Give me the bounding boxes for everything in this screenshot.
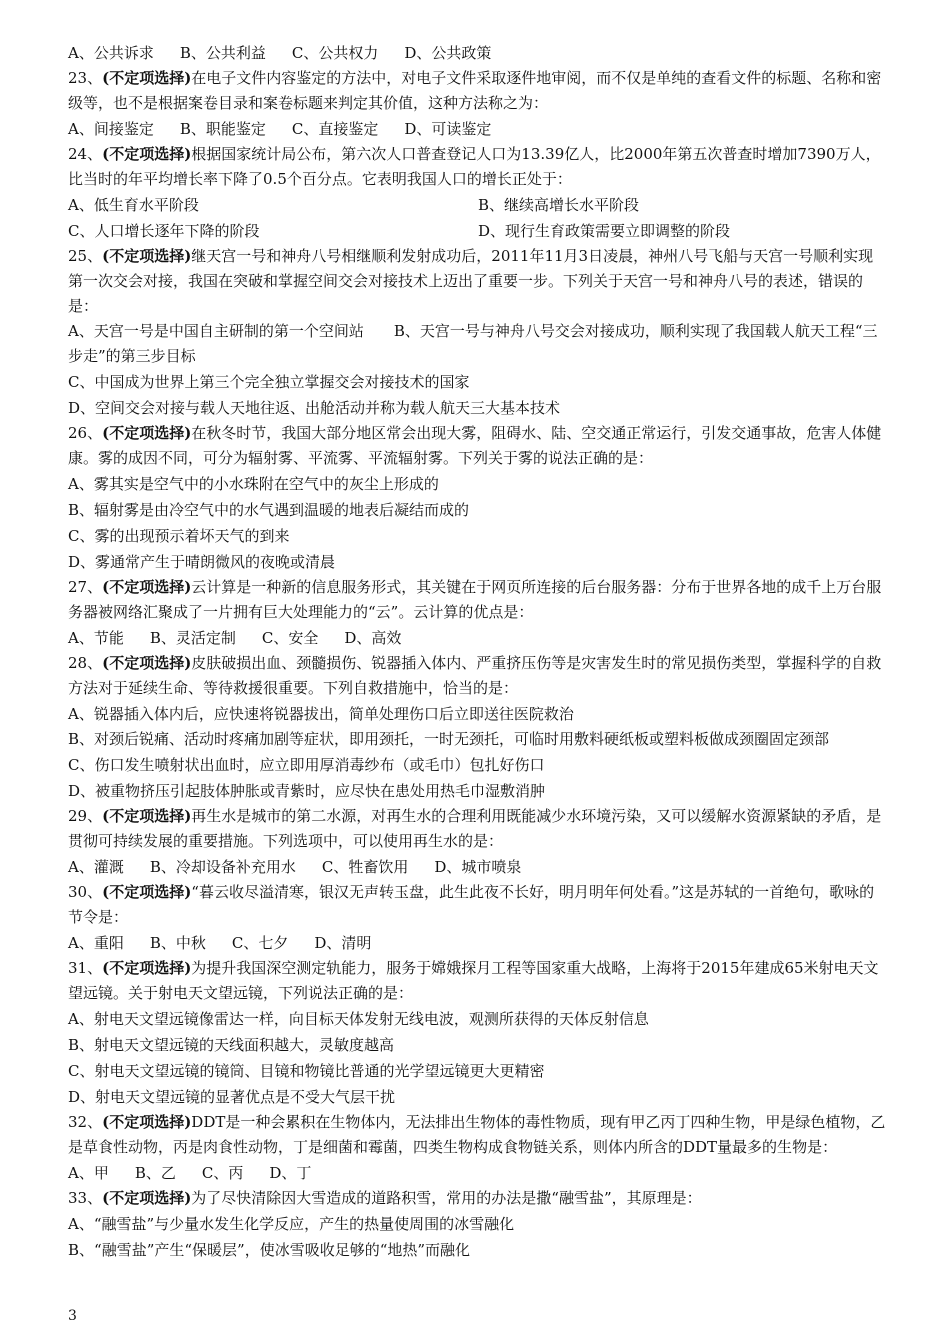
option: A、间接鉴定 xyxy=(68,120,154,138)
question-type-tag: (不定项选择) xyxy=(102,578,192,596)
option: A、低生育水平阶段 xyxy=(68,196,199,214)
option: C、牲畜饮用 xyxy=(321,858,409,876)
question-text: 再生水是城市的第二水源，对再生水的合理利用既能减少水环境污染，又可以缓解水资源紧缺的矛盾，是贯彻可持续发展的重要措施。下列选项中，可以使用再生水的是： xyxy=(68,807,882,850)
question-31: 31、(不定项选择)为提升我国深空测定轨能力，服务于嫦娥探月工程等国家重大战略，上海将于2015年建成65米射电天文望远镜。关于射电天文望远镜，下列说法正确的是： xyxy=(68,959,879,1002)
question-text: 根据国家统计局公布，第六次人口普查登记人口为13.39亿人，比2000年第五次普查时增加7390万人，比当时的年平均增长率下降了0.5个百分点。它表明我国人口的增长正处于： xyxy=(68,145,881,188)
question-26: 26、(不定项选择)在秋冬时节，我国大部分地区常会出现大雾，阻碍水、陆、空交通正常运行，引发交通事故，危害人体健康。雾的成因不同，可分为辐射雾、平流雾、平流辐射雾。下列关于雾的说法正确的是： xyxy=(68,424,882,467)
question-type-tag: (不定项选择) xyxy=(102,424,192,442)
option: D、被重物挤压引起肢体肿胀或青紫时，应尽快在患处用热毛巾湿敷消肿 xyxy=(68,782,546,800)
question-type-tag: (不定项选择) xyxy=(102,145,192,163)
option: C、雾的出现预示着坏天气的到来 xyxy=(68,527,290,545)
option: B、职能鉴定 xyxy=(179,120,266,138)
question-text: 为了尽快清除因大雪造成的道路积雪，常用的办法是撒“融雪盐”，其原理是： xyxy=(191,1189,702,1207)
option: A、锐器插入体内后，应快速将锐器拔出，简单处理伤口后立即送往医院救治 xyxy=(68,705,574,723)
option: A、射电天文望远镜像雷达一样，向目标天体发射无线电波，观测所获得的天体反射信息 xyxy=(68,1010,649,1028)
option: D、丁 xyxy=(269,1164,312,1182)
question-type-tag: (不定项选择) xyxy=(102,883,192,901)
q29-options xyxy=(68,854,888,880)
question-type-tag: (不定项选择) xyxy=(102,654,192,672)
question-text: 皮肤破损出血、颈髓损伤、锐器插入体内、严重挤压伤等是灾害发生时的常见损伤类型，掌握科学的自救方法对于延续生命、等待救援很重要。下列自救措施中，恰当的是： xyxy=(68,654,882,697)
q27-options xyxy=(68,625,888,651)
question-29: 29、(不定项选择)再生水是城市的第二水源，对再生水的合理利用既能减少水环境污染，又可以缓解水资源紧缺的矛盾，是贯彻可持续发展的重要措施。下列选项中，可以使用再生水的是： xyxy=(68,807,882,850)
page-number: 3 xyxy=(68,1308,77,1324)
option: C、公共权力 xyxy=(291,44,379,62)
q32-options xyxy=(68,1160,888,1186)
document-page xyxy=(68,40,888,1263)
q30-options xyxy=(68,930,888,956)
q24-options-row-1 xyxy=(68,192,888,218)
option: C、直接鉴定 xyxy=(291,120,379,138)
option: C、中国成为世界上第三个完全独立掌握交会对接技术的国家 xyxy=(68,373,470,391)
q22-options xyxy=(68,40,888,66)
question-text: 继天宫一号和神舟八号相继顺利发射成功后，2011年11月3日凌晨，神州八号飞船与天宫一号顺利实现第一次交会对接，我国在突破和掌握空间交会对接技术上迈出了重要一步。下列关于天宫一号和神舟八号的表述，错误的是： xyxy=(68,247,874,315)
option: D、可读鉴定 xyxy=(404,120,492,138)
question-type-tag: (不定项选择) xyxy=(102,1189,192,1207)
option: B、对颈后锐痛、活动时疼痛加剧等症状，即用颈托，一时无颈托，可临时用敷料硬纸板或塑料板做成颈圈固定颈部 xyxy=(68,730,830,748)
option: C、人口增长逐年下降的阶段 xyxy=(68,222,260,240)
option: D、高效 xyxy=(344,629,402,647)
option: C、射电天文望远镜的镜筒、目镜和物镜比普通的光学望远镜更大更精密 xyxy=(68,1062,545,1080)
option: B、公共利益 xyxy=(179,44,266,62)
option: A、雾其实是空气中的小水珠附在空气中的灰尘上形成的 xyxy=(68,475,439,493)
option: A、天宫一号是中国自主研制的第一个空间站 B、天宫一号与神舟八号交会对接成功，顺利实现了我国载人航天工程“三步走”的第三步目标 xyxy=(68,322,878,365)
question-32: 32、(不定项选择)DDT是一种会累积在生物体内，无法排出生物体的毒性物质，现有甲乙丙丁四种生物，甲是绿色植物，乙是草食性动物，丙是肉食性动物，丁是细菌和霉菌，四类生物构成食物链关系，则体内所含的DDT量最多的生物是： xyxy=(68,1113,886,1156)
question-text: 在电子文件内容鉴定的方法中，对电子文件采取逐件地审阅，而不仅是单纯的查看文件的标题、名称和密级等，也不是根据案卷目录和案卷标题来判定其价值，这种方法称之为： xyxy=(68,69,882,112)
option: D、城市喷泉 xyxy=(434,858,522,876)
option: A、“融雪盐”与少量水发生化学反应，产生的热量使周围的冰雪融化 xyxy=(68,1215,515,1233)
option: D、雾通常产生于晴朗微风的夜晚或清晨 xyxy=(68,553,336,571)
question-30: 30、(不定项选择)“暮云收尽溢清寒，银汉无声转玉盘，此生此夜不长好，明月明年何处看。”这是苏轼的一首绝句，歌咏的节令是： xyxy=(68,883,875,926)
question-24: 24、(不定项选择)根据国家统计局公布，第六次人口普查登记人口为13.39亿人，比2000年第五次普查时增加7390万人，比当时的年平均增长率下降了0.5个百分点。它表明我国人口的增长正处于： xyxy=(68,145,881,188)
question-25: 25、(不定项选择)继天宫一号和神舟八号相继顺利发射成功后，2011年11月3日凌晨，神州八号飞船与天宫一号顺利实现第一次交会对接，我国在突破和掌握空间交会对接技术上迈出了重要一步。下列关于天宫一号和神舟八号的表述，错误的是： xyxy=(68,247,874,315)
question-type-tag: (不定项选择) xyxy=(102,1113,192,1131)
question-type-tag: (不定项选择) xyxy=(102,69,192,87)
option: A、公共诉求 xyxy=(68,44,154,62)
option: B、灵活定制 xyxy=(149,629,236,647)
question-28: 28、(不定项选择)皮肤破损出血、颈髓损伤、锐器插入体内、严重挤压伤等是灾害发生时的常见损伤类型，掌握科学的自救方法对于延续生命、等待救援很重要。下列自救措施中，恰当的是： xyxy=(68,654,882,697)
option: B、继续高增长水平阶段 xyxy=(478,196,640,214)
option: A、灌溉 xyxy=(68,858,124,876)
option: C、七夕 xyxy=(231,934,289,952)
question-27: 27、(不定项选择)云计算是一种新的信息服务形式，其关键在于网页所连接的后台服务器：分布于世界各地的成千上万台服务器被网络汇聚成了一片拥有巨大处理能力的“云”。云计算的优点是： xyxy=(68,578,882,621)
question-33: 33、(不定项选择)为了尽快清除因大雪造成的道路积雪，常用的办法是撒“融雪盐”，其原理是： xyxy=(68,1189,702,1207)
question-type-tag: (不定项选择) xyxy=(102,247,192,265)
option: C、伤口发生喷射状出血时，应立即用厚消毒纱布（或毛巾）包扎好伤口 xyxy=(68,756,545,774)
option: A、节能 xyxy=(68,629,124,647)
option: A、甲 xyxy=(68,1164,109,1182)
question-text: “暮云收尽溢清寒，银汉无声转玉盘，此生此夜不长好，明月明年何处看。”这是苏轼的一首绝句，歌咏的节令是： xyxy=(68,883,875,926)
option: B、乙 xyxy=(134,1164,176,1182)
option: C、安全 xyxy=(261,629,319,647)
q23-options xyxy=(68,116,888,142)
question-type-tag: (不定项选择) xyxy=(102,959,192,977)
question-text: 云计算是一种新的信息服务形式，其关键在于网页所连接的后台服务器：分布于世界各地的成千上万台服务器被网络汇聚成了一片拥有巨大处理能力的“云”。云计算的优点是： xyxy=(68,578,882,621)
question-text: DDT是一种会累积在生物体内，无法排出生物体的毒性物质，现有甲乙丙丁四种生物，甲是绿色植物，乙是草食性动物，丙是肉食性动物，丁是细菌和霉菌，四类生物构成食物链关系，则体内所含的DDT量最多的生物是： xyxy=(68,1113,886,1156)
option: B、中秋 xyxy=(149,934,206,952)
option: C、丙 xyxy=(201,1164,244,1182)
question-23: 23、(不定项选择)在电子文件内容鉴定的方法中，对电子文件采取逐件地审阅，而不仅是单纯的查看文件的标题、名称和密级等，也不是根据案卷目录和案卷标题来判定其价值，这种方法称之为： xyxy=(68,69,882,112)
option: D、清明 xyxy=(314,934,372,952)
option: D、公共政策 xyxy=(404,44,492,62)
option: D、现行生育政策需要立即调整的阶段 xyxy=(478,222,731,240)
option: B、冷却设备补充用水 xyxy=(149,858,296,876)
option: B、射电天文望远镜的天线面积越大，灵敏度越高 xyxy=(68,1036,395,1054)
question-text: 为提升我国深空测定轨能力，服务于嫦娥探月工程等国家重大战略，上海将于2015年建成65米射电天文望远镜。关于射电天文望远镜，下列说法正确的是： xyxy=(68,959,879,1002)
q24-options-row-2 xyxy=(68,218,888,244)
question-text: 在秋冬时节，我国大部分地区常会出现大雾，阻碍水、陆、空交通正常运行，引发交通事故，危害人体健康。雾的成因不同，可分为辐射雾、平流雾、平流辐射雾。下列关于雾的说法正确的是： xyxy=(68,424,882,467)
option: B、“融雪盐”产生“保暖层”，使冰雪吸收足够的“地热”而融化 xyxy=(68,1241,471,1259)
option: B、辐射雾是由冷空气中的水气遇到温暖的地表后凝结而成的 xyxy=(68,501,470,519)
option: A、重阳 xyxy=(68,934,124,952)
option: D、射电天文望远镜的显著优点是不受大气层干扰 xyxy=(68,1088,396,1106)
option: D、空间交会对接与载人天地往返、出舱活动并称为载人航天三大基本技术 xyxy=(68,399,561,417)
question-type-tag: (不定项选择) xyxy=(102,807,192,825)
